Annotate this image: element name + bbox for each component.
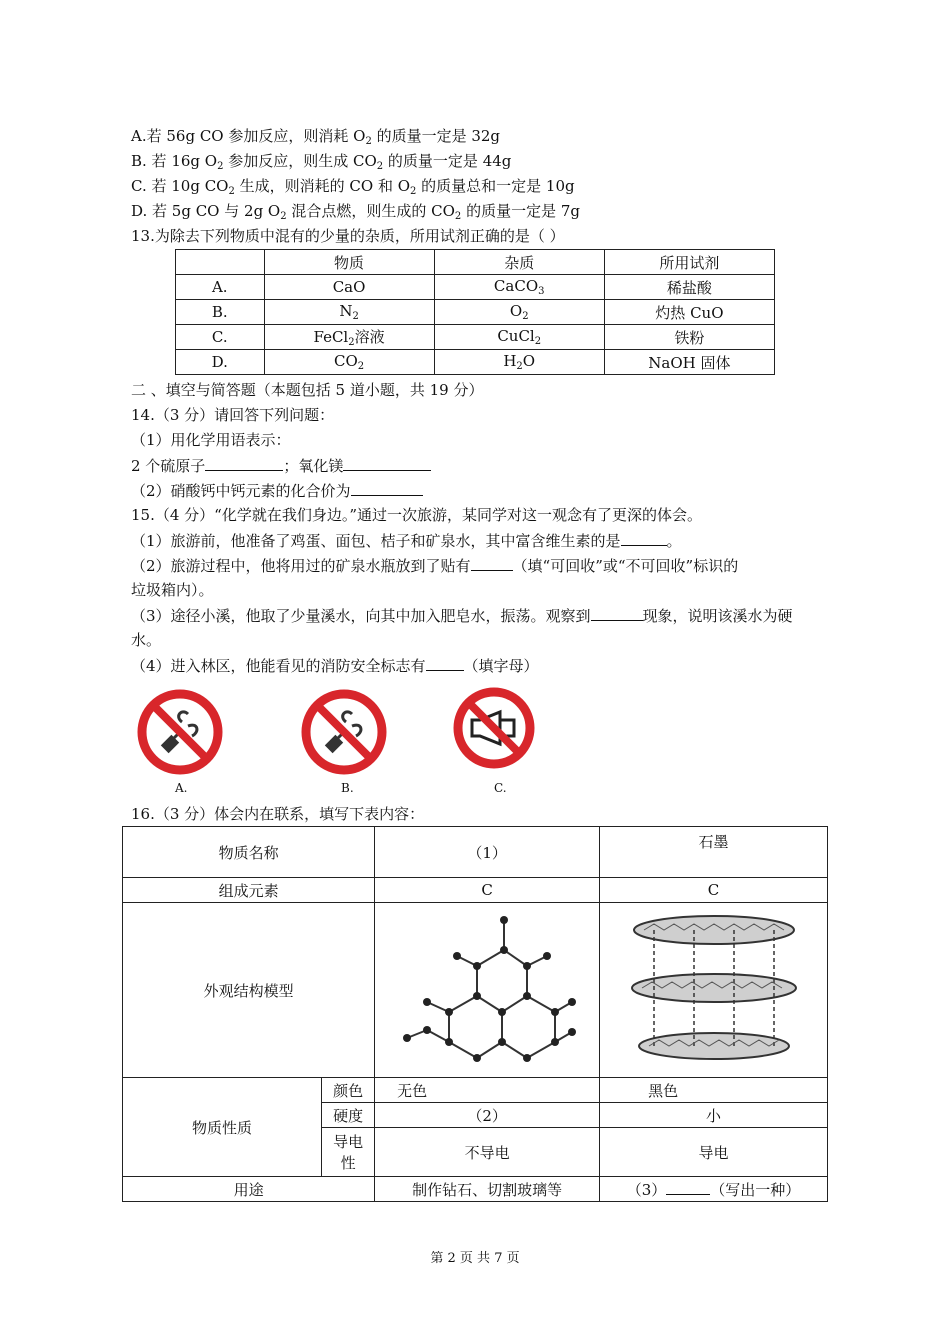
name-label: 物质名称 <box>123 827 375 878</box>
option-12c: C. 若 10g $CO_2$ 生成，则消耗的 CO 和 $O_2$ 的质量总和一定是 10g <box>131 177 575 197</box>
hardness-label: 硬度 <box>322 1103 375 1128</box>
option-12a: A.若 56g CO 参加反应，则消耗 $O_2$ 的质量一定是 32g <box>131 127 501 147</box>
reagent-cell: NaOH 固体 <box>604 350 774 375</box>
sign-label-a: A. <box>175 781 188 795</box>
property-label: 物质性质 <box>123 1078 322 1177</box>
question-15-part1: （1）旅游前，他准备了鸡蛋、面包、桔子和矿泉水，其中富含维生素的是 。 <box>131 529 682 552</box>
impurity-cell: $H_2O$ <box>434 350 604 375</box>
reagent-cell: 灼热 CuO <box>604 300 774 325</box>
table-row <box>176 275 775 300</box>
graphite-structure-model-icon <box>614 908 814 1068</box>
question-15-part3: （3）途径小溪，他取了少量溪水，向其中加入肥皂水，振荡。观察到 现象，说明该溪水为硬 <box>131 604 793 627</box>
conductivity-graphite: 导电 <box>600 1128 828 1177</box>
use-graphite: （3） （写出一种） <box>600 1177 828 1202</box>
diamond-structure-model-icon <box>387 908 587 1068</box>
question-15-stem: 15.（4 分）“化学就在我们身边。”通过一次旅游，某同学对这一观念有了更深的体会。 <box>131 506 703 524</box>
row-label: A. <box>176 275 265 300</box>
question-15-part3-cont: 水。 <box>131 631 162 649</box>
color-label: 颜色 <box>322 1078 375 1103</box>
diamond-model-cell <box>375 903 600 1078</box>
answer-blank[interactable] <box>343 454 431 471</box>
question-15-part4: （4）进入林区，他能看见的消防安全标志有 （填字母） <box>131 654 539 677</box>
graphite-model-cell <box>600 903 828 1078</box>
hardness-diamond: （2） <box>375 1103 600 1128</box>
substance-cell: $N_2$ <box>264 300 434 325</box>
reagent-cell: 铁粉 <box>604 325 774 350</box>
answer-blank[interactable] <box>205 454 283 471</box>
question-14-part1: （1）用化学用语表示： <box>131 431 291 449</box>
no-smoking-sign-icon <box>300 688 388 776</box>
element-label: 组成元素 <box>123 878 375 903</box>
table-row <box>123 1078 828 1103</box>
element-diamond: C <box>375 878 600 903</box>
answer-blank[interactable] <box>471 554 513 571</box>
row-label: B. <box>176 300 265 325</box>
use-label: 用途 <box>123 1177 375 1202</box>
name-graphite: 石墨 <box>600 827 828 878</box>
question-14-line2: 2 个硫原子 ；氧化镁 <box>131 454 431 477</box>
answer-blank[interactable] <box>666 1178 710 1195</box>
question-14-stem: 14.（3 分）请回答下列问题： <box>131 406 335 424</box>
conductivity-diamond: 不导电 <box>375 1128 600 1177</box>
table-row <box>176 300 775 325</box>
use-diamond: 制作钻石、切割玻璃等 <box>375 1177 600 1202</box>
question-13-stem: 13.为除去下列物质中混有的少量的杂质，所用试剂正确的是（ ） <box>131 227 565 245</box>
substance-cell: $CO_2$ <box>264 350 434 375</box>
option-12b: B. 若 16g $O_2$ 参加反应，则生成 $CO_2$ 的质量一定是 44g <box>131 152 512 172</box>
table-header-row <box>176 250 775 275</box>
table-16 <box>122 826 828 1202</box>
answer-blank[interactable] <box>621 529 667 546</box>
conductivity-label: 导电 性 <box>322 1128 375 1177</box>
option-12d: D. 若 5g CO 与 2g $O_2$ 混合点燃，则生成的 $CO_2$ 的质量一定是 7g <box>131 202 580 222</box>
color-graphite: 黑色 <box>600 1078 828 1103</box>
question-15-part2: （2）旅游过程中，他将用过的矿泉水瓶放到了贴有 （填“可回收”或“不可回收”标识的 <box>131 554 738 577</box>
answer-blank[interactable] <box>591 604 643 621</box>
impurity-cell: CuCl$_2$ <box>434 325 604 350</box>
sign-label-c: C. <box>494 781 507 795</box>
name-diamond: （1） <box>375 827 600 878</box>
table-row <box>123 1177 828 1202</box>
impurity-cell: CaCO$_3$ <box>434 275 604 300</box>
element-graphite: C <box>600 878 828 903</box>
table-13 <box>175 249 775 375</box>
row-label: D. <box>176 350 265 375</box>
model-label: 外观结构模型 <box>123 903 375 1078</box>
page-footer: 第 2 页 共 7 页 <box>430 1251 520 1266</box>
header-cell <box>176 250 265 275</box>
table-row <box>123 878 828 903</box>
table-row <box>123 903 828 1078</box>
table-row <box>123 827 828 878</box>
answer-blank[interactable] <box>426 654 464 671</box>
no-smoking-sign-icon <box>136 688 224 776</box>
question-15-part2-cont: 垃圾箱内）。 <box>131 581 214 599</box>
no-horn-sign-icon <box>452 686 536 770</box>
impurity-cell: $O_2$ <box>434 300 604 325</box>
substance-cell: CaO <box>264 275 434 300</box>
table-row <box>176 325 775 350</box>
header-cell: 物质 <box>264 250 434 275</box>
sign-label-b: B. <box>341 781 354 795</box>
reagent-cell: 稀盐酸 <box>604 275 774 300</box>
question-14-part2: （2）硝酸钙中钙元素的化合价为 <box>131 479 423 502</box>
table-row <box>176 350 775 375</box>
header-cell: 所用试剂 <box>604 250 774 275</box>
answer-blank[interactable] <box>351 479 423 496</box>
hardness-graphite: 小 <box>600 1103 828 1128</box>
header-cell: 杂质 <box>434 250 604 275</box>
substance-cell: FeCl$_2$溶液 <box>264 325 434 350</box>
row-label: C. <box>176 325 265 350</box>
question-16-stem: 16.（3 分）体会内在联系，填写下表内容： <box>131 805 425 823</box>
color-diamond: 无色 <box>375 1078 600 1103</box>
section-heading: 二 、填空与简答题（本题包括 5 道小题，共 19 分） <box>131 381 484 399</box>
